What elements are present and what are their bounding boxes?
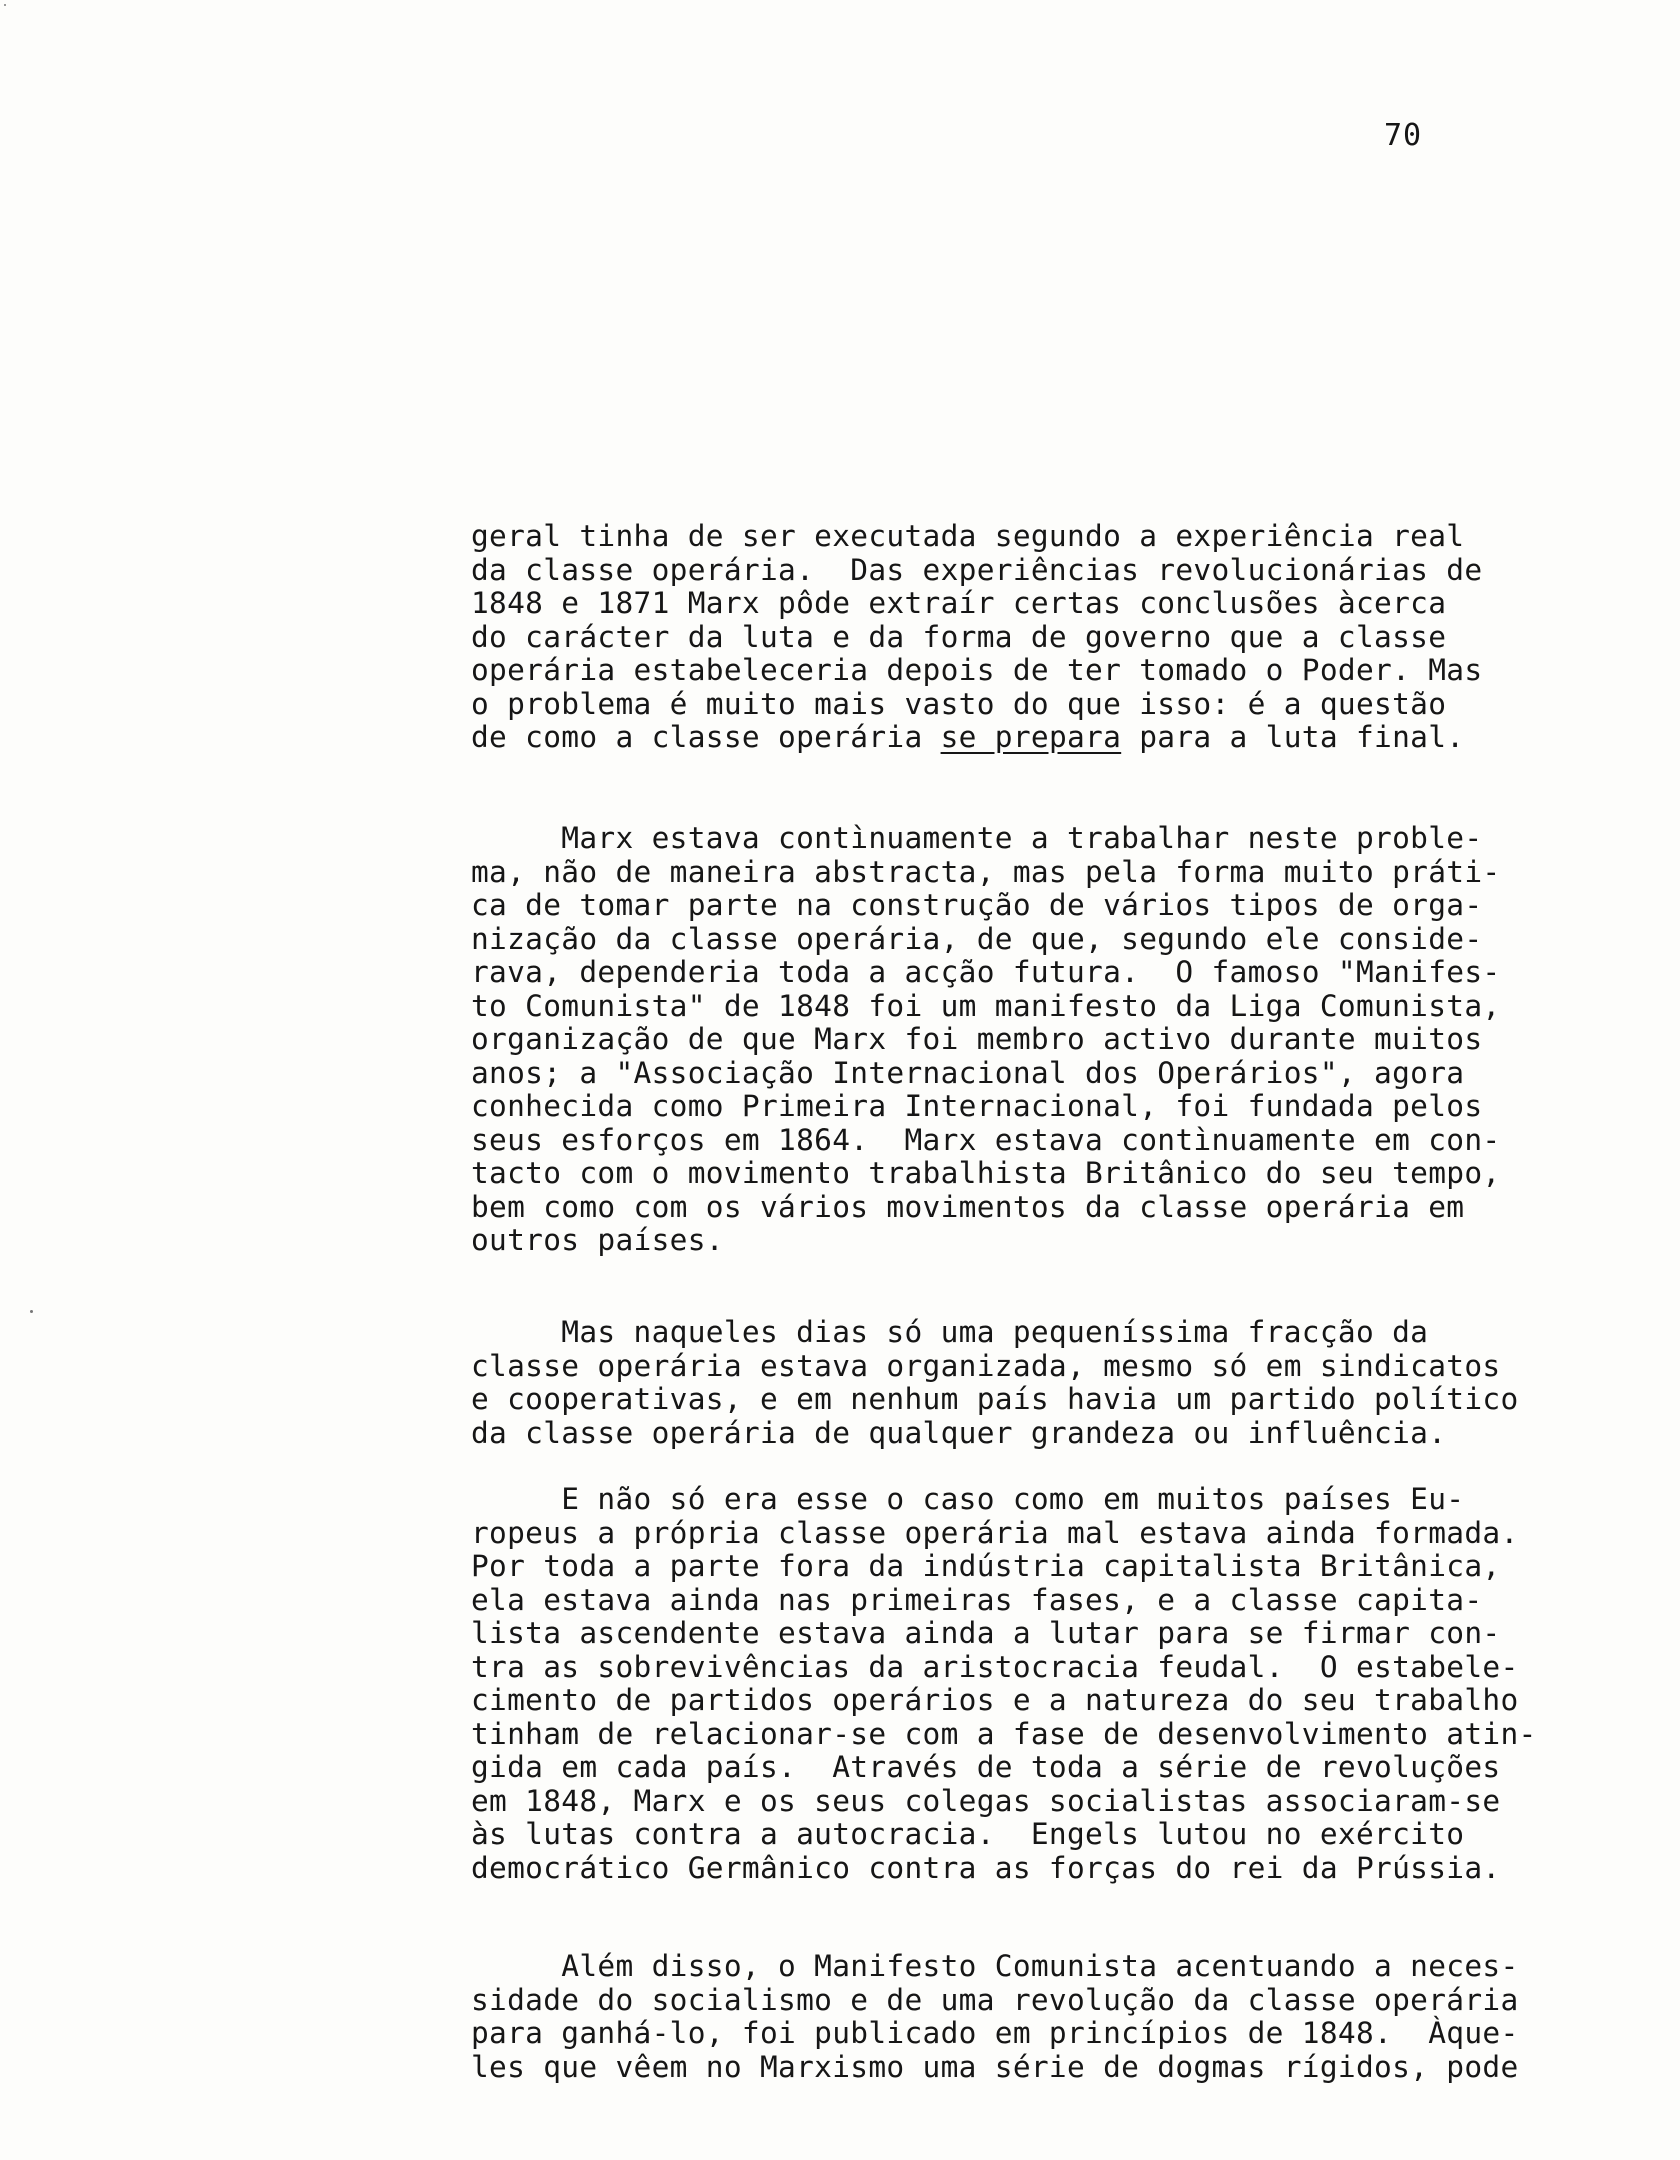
paragraph-line: nização da classe operária, de que, segundo ele conside-: [471, 921, 1483, 956]
paragraph-line: anos; a "Associação Internacional dos Operários", agora: [471, 1055, 1465, 1090]
paragraph-line: tinham de relacionar-se com a fase de desenvolvimento atin-: [471, 1716, 1537, 1751]
paragraph-line: tra as sobrevivências da aristocracia feudal. O estabele-: [471, 1649, 1519, 1684]
line-text: de como a classe operária: [471, 720, 941, 754]
paragraph-line: E não só era esse o caso como em muitos países Eu-: [471, 1482, 1465, 1516]
page-number: 70: [1384, 118, 1423, 153]
paragraph-line: organização de que Marx foi membro activo durante muitos: [471, 1022, 1483, 1056]
paragraph-3: [471, 1316, 1651, 1450]
paragraph-line: Além disso, o Manifesto Comunista acentuando a neces-: [471, 1949, 1519, 1983]
paragraph-line: to Comunista" de 1848 foi um manifesto da Liga Comunista,: [471, 988, 1501, 1023]
paragraph-5: [471, 1950, 1651, 2084]
paragraph-line: democrático Germânico contra as forças do rei da Prússia.: [471, 1850, 1501, 1885]
paragraph-line: ela estava ainda nas primeiras fases, e a classe capita-: [471, 1582, 1483, 1617]
paragraph-line: Por toda a parte fora da indústria capitalista Britânica,: [471, 1549, 1501, 1583]
paragraph-line: [471, 721, 1651, 755]
paragraph-line: 1848 e 1871 Marx pôde extraír certas conclusões àcerca: [471, 586, 1447, 620]
paragraph-2: [471, 822, 1651, 1258]
paragraph-line: da classe operária. Das experiências revolucionárias de: [471, 552, 1483, 587]
paragraph-line: seus esforços em 1864. Marx estava contìnuamente em con-: [471, 1122, 1501, 1157]
paragraph-line: ca de tomar parte na construção de vários tipos de orga-: [471, 888, 1483, 922]
paragraph-line: classe operária estava organizada, mesmo só em sindicatos: [471, 1348, 1501, 1383]
paragraph-line: do carácter da luta e da forma de governo que a classe: [471, 619, 1447, 654]
paragraph-line: outros países.: [471, 1223, 724, 1257]
paragraph-line: tacto com o movimento trabalhista Britânico do seu tempo,: [471, 1156, 1501, 1190]
paragraph-line: lista ascendente estava ainda a lutar para se firmar con-: [471, 1616, 1501, 1650]
paragraph-line: para ganhá-lo, foi publicado em princípios de 1848. Àque-: [471, 2016, 1519, 2050]
paragraph-line: ropeus a própria classe operária mal estava ainda formada.: [471, 1515, 1519, 1550]
paragraph-line: cimento de partidos operários e a natureza do seu trabalho: [471, 1683, 1519, 1717]
paragraph-line: bem como com os vários movimentos da classe operária em: [471, 1189, 1465, 1224]
paragraph-line: rava, dependeria toda a acção futura. O famoso "Manifes-: [471, 955, 1501, 989]
paragraph-line: Marx estava contìnuamente a trabalhar neste proble-: [471, 821, 1483, 855]
paragraph-4: [471, 1483, 1651, 1885]
underlined-phrase: se prepara: [940, 720, 1122, 754]
paragraph-line: conhecida como Primeira Internacional, foi fundada pelos: [471, 1089, 1483, 1123]
paragraph-line: Mas naqueles dias só uma pequeníssima fracção da: [471, 1315, 1429, 1349]
paragraph-line: às lutas contra a autocracia. Engels lutou no exército: [471, 1817, 1465, 1851]
paragraph-line: ma, não de maneira abstracta, mas pela forma muito práti-: [471, 854, 1501, 889]
paragraph-line: operária estabeleceria depois de ter tomado o Poder. Mas: [471, 653, 1483, 687]
margin-speck: [30, 1310, 33, 1313]
paragraph-line: geral tinha de ser executada segundo a experiência real: [471, 519, 1465, 553]
scan-corner-mark: [4, 4, 6, 6]
paragraph-line: da classe operária de qualquer grandeza ou influência.: [471, 1415, 1447, 1450]
paragraph-1: [471, 520, 1651, 755]
paragraph-line: o problema é muito mais vasto do que isso: é a questão: [471, 686, 1447, 721]
paragraph-line: em 1848, Marx e os seus colegas socialistas associaram-se: [471, 1783, 1501, 1818]
paragraph-line: e cooperativas, e em nenhum país havia um partido político: [471, 1382, 1519, 1416]
paragraph-line: gida em cada país. Através de toda a série de revoluções: [471, 1750, 1501, 1784]
line-text: para a luta final.: [1121, 720, 1465, 754]
paragraph-line: les que vêem no Marxismo uma série de dogmas rígidos, pode: [471, 2049, 1519, 2084]
paragraph-line: sidade do socialismo e de uma revolução da classe operária: [471, 1982, 1519, 2017]
